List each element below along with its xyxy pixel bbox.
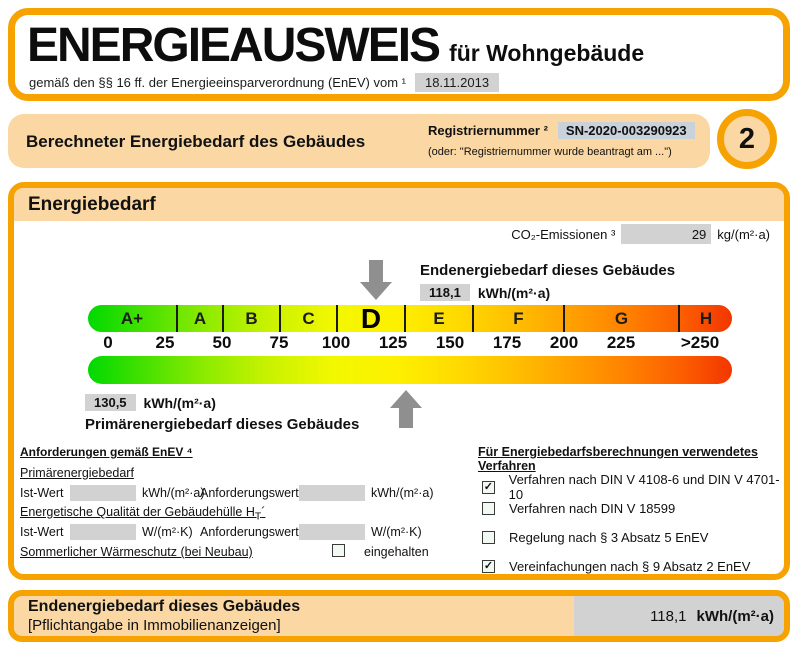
anforderungswert-input[interactable] [299,524,365,540]
method-label: Regelung nach § 3 Absatz 5 EnEV [509,530,709,545]
footer-value: 118,1 [650,607,687,625]
class-cell-d-highlighted: D [336,305,404,332]
anforderungswert-input[interactable] [299,485,365,501]
anforderungswert-unit: W/(m²·K) [371,525,422,539]
law-reference-text: gemäß den §§ 16 ff. der Energieeinsparverordnung (EnEV) vom ¹ [29,75,406,90]
tick-50: 50 [212,333,232,352]
class-cell-f: F [472,305,563,332]
checkbox-icon[interactable] [332,544,345,557]
tick-150: 150 [435,333,465,352]
method-label: Verfahren nach DIN V 18599 [509,501,676,516]
class-cell-g: G [563,305,678,332]
tick-over-250: >250 [680,333,720,352]
title-row [27,15,644,77]
anforderungswert-label: Anforderungswert [200,525,299,539]
page-number-badge [717,109,777,169]
ist-wert-label: Ist-Wert [20,486,64,500]
requirement-primary-row [20,485,434,501]
energy-demand-section [8,182,790,580]
ist-wert-input[interactable] [70,485,136,501]
checkbox-icon[interactable]: ✓ [483,480,493,493]
footer-title: Endenergiebedarf dieses Gebäudes [28,598,301,615]
footer-text-block [28,597,300,635]
method-label: Verfahren nach DIN V 4108-6 und DIN V 4701-10 [508,472,780,502]
tick-125: 125 [378,333,408,352]
end-energy-value-row [420,284,550,301]
end-energy-label: Endenergiebedarf dieses Gebäudes [420,262,676,279]
co2-emissions-row [511,224,770,244]
primary-energy-marker-arrow-icon [390,390,422,428]
class-cell-c: C [279,305,336,332]
tick-225: 225 [606,333,636,352]
enev-date-field: 18.11.2013 [415,73,499,92]
document-title: ENERGIEAUSWEIS [27,19,440,72]
method-label: Vereinfachungen nach § 9 Absatz 2 EnEV [509,559,751,574]
tick-200: 200 [549,333,579,352]
footer-subtitle: [Pflichtangabe in Immobilienanzeigen] [28,617,281,634]
primary-energy-unit: kWh/(m²·a) [143,394,216,411]
method-row-din-4108 [482,472,784,502]
scale-tick-row [88,332,732,356]
primary-energy-label: Primärenergiebedarf dieses Gebäudes [85,416,360,433]
method-row-vereinfachungen [482,559,750,574]
registration-label: Registriernummer ² [428,123,548,138]
checkbox-icon[interactable] [482,502,495,515]
tick-175: 175 [492,333,522,352]
document-subtitle: für Wohngebäude [449,40,645,66]
requirements-heading: Anforderungen gemäß EnEV ⁴ [20,445,193,459]
ist-wert-input[interactable] [70,524,136,540]
eingehalten-label: eingehalten [364,545,429,559]
tick-100: 100 [321,333,351,352]
co2-label: CO₂-Emissionen ³ [511,226,616,242]
end-energy-marker-arrow-icon [360,260,392,300]
class-cell-e: E [404,305,472,332]
tick-25: 25 [155,333,175,352]
class-cell-h: H [678,305,732,332]
method-row-regelung [482,530,708,545]
calculated-demand-band [8,114,710,168]
ist-wert-unit: W/(m²·K) [142,525,193,539]
checkbox-icon[interactable] [482,531,495,544]
primary-energy-value-row [85,394,216,411]
gradient-bar [88,356,732,384]
end-energy-unit: kWh/(m²·a) [477,284,551,301]
methods-heading: Für Energiebedarfsberechnungen verwendetes Verfahren [478,445,758,473]
section-header [14,188,784,221]
method-row-din-18599 [482,501,675,516]
requirement-primary-label: Primärenergiebedarf [20,466,134,480]
page-number: 2 [738,122,756,155]
tick-75: 75 [269,333,289,352]
anforderungswert-unit: kWh/(m²·a) [371,486,434,500]
primary-energy-value-field: 130,5 [85,394,136,411]
footer-value-field [574,596,784,636]
co2-value-field: 29 [621,224,711,244]
requirement-envelope-label: Energetische Qualität der Gebäudehülle $H_T´$ [20,505,266,523]
band-title: Berechneter Energiebedarf des Gebäudes [26,132,366,151]
co2-unit: kg/(m²·a) [717,226,770,242]
anforderungswert-label: Anforderungswert [200,486,299,500]
law-reference-row [29,73,499,92]
class-cell-a: A [176,305,222,332]
ist-wert-unit: kWh/(m²·a) [142,486,205,500]
tick-0: 0 [103,333,113,352]
end-energy-value-field: 118,1 [420,284,470,301]
registration-number-field: SN-2020-003290923 [558,122,695,139]
class-cell-a-plus: A+ [120,308,144,328]
checkbox-icon[interactable]: ✓ [483,560,494,572]
requirement-envelope-row [20,524,422,540]
efficiency-class-bar [88,305,732,332]
class-cell-b: B [222,305,279,332]
footer-panel [8,590,790,642]
registration-row [428,122,695,139]
registration-alt-text: (oder: "Registriernummer wurde beantragt am ...") [428,146,672,158]
summer-heat-protection-label: Sommerlicher Wärmeschutz (bei Neubau) [20,545,253,559]
footer-unit: kWh/(m²·a) [696,607,774,625]
header-panel [8,8,790,101]
summer-heat-protection-checkbox[interactable] [332,544,345,557]
efficiency-scale [88,305,732,384]
registration-block [428,122,695,158]
section-title: Energiebedarf [28,193,156,215]
ist-wert-label: Ist-Wert [20,525,64,539]
